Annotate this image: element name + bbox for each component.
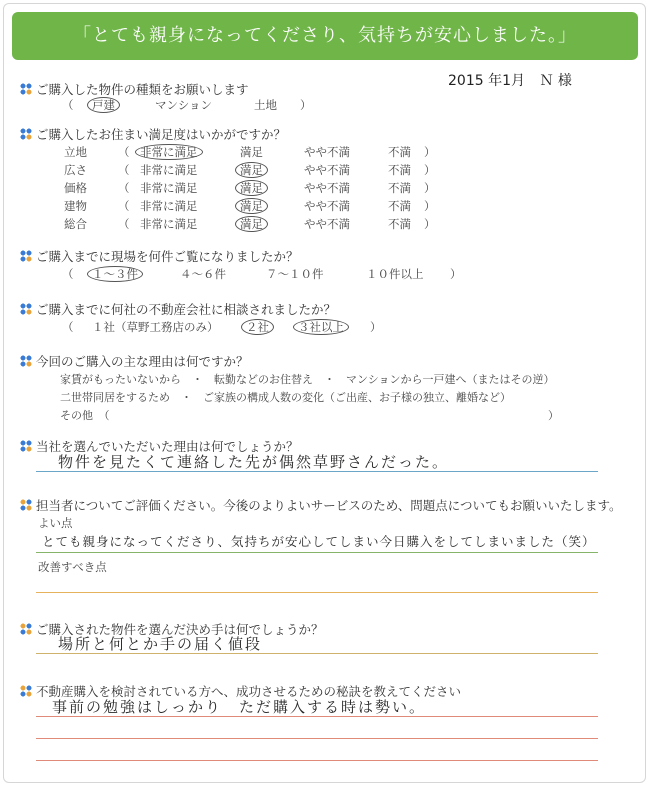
question-staff-rating (20, 496, 622, 514)
paren-open: （ (118, 163, 130, 177)
answer-deciding-factor: 場所と何とか手の届く値段 (58, 635, 263, 653)
paren-open: （ (118, 145, 130, 159)
question-satisfaction (20, 125, 286, 143)
option-three-plus (298, 319, 344, 335)
option-10-plus: １０件以上 (366, 267, 424, 281)
option-satisfied (240, 162, 263, 178)
option-two-companies (246, 319, 269, 335)
option-unsatisfied: 不満 (388, 145, 411, 159)
customer-name: Ｎ 様 (539, 73, 572, 89)
option-one-company: １社（草野工務店のみ） (92, 320, 219, 334)
question-title: ご購入した物件の種類をお願いします (36, 82, 249, 97)
bullet-icon (20, 440, 32, 452)
option-satisfied: 満足 (240, 145, 263, 159)
answer-line (36, 716, 598, 717)
question-title: ご購入された物件を選んだ決め手は何でしょうか？ (36, 622, 324, 637)
option-satisfied (240, 216, 263, 232)
bullet-icon (20, 685, 32, 697)
option-unsatisfied: 不満 (388, 181, 411, 195)
answer-good-points: とても親身になってくださり、気持ちが安心してしまい今日購入をしてしまいました（笑） (42, 534, 596, 549)
answer-line (36, 760, 598, 761)
selected-circle: 満足 (235, 216, 268, 232)
option-very-satisfied: 非常に満足 (140, 217, 198, 231)
improve-label: 改善すべき点 (38, 560, 107, 574)
selected-circle: 戸建 (87, 97, 120, 113)
question-title: 今回のご購入の主な理由は何ですか？ (36, 354, 249, 369)
paren-close: ） (424, 181, 436, 195)
bullet-icon (20, 83, 32, 95)
option-very-satisfied: 非常に満足 (140, 163, 198, 177)
option-satisfied (240, 180, 263, 196)
question-companies (20, 300, 336, 318)
selected-circle: 満足 (235, 162, 268, 178)
bullet-icon (20, 128, 32, 140)
option-very-satisfied: 非常に満足 (140, 181, 198, 195)
row-label: 価格 (64, 181, 87, 195)
bullet-icon (20, 623, 32, 635)
option-unsatisfied: 不満 (388, 199, 411, 213)
paren-close: ） (370, 320, 382, 334)
option-slightly-unsatisfied: やや不満 (304, 217, 350, 231)
question-title: ご購入したお住まい満足度はいかがですか？ (36, 127, 287, 142)
paren-close: ） (450, 267, 462, 281)
paren-close: ） (300, 98, 312, 112)
answer-why-us: 物件を見たくて連絡した先が偶然草野さんだった。 (58, 453, 450, 471)
selected-circle: 満足 (235, 198, 268, 214)
option-land: 土地 (254, 98, 277, 112)
paren-open: （ (118, 199, 130, 213)
good-points-label: よい点 (38, 516, 73, 530)
reason-other: その他 （ (60, 409, 110, 422)
bullet-icon (20, 355, 32, 367)
row-label: 総合 (64, 217, 87, 231)
option-7-10: ７～１０件 (266, 267, 324, 281)
option-unsatisfied: 不満 (388, 217, 411, 231)
answer-line (36, 653, 598, 654)
answer-line (36, 471, 598, 472)
option-slightly-unsatisfied: やや不満 (304, 181, 350, 195)
option-1-3 (92, 266, 138, 282)
selected-circle: 非常に満足 (135, 144, 203, 160)
option-slightly-unsatisfied: やや不満 (304, 145, 350, 159)
paren-open: （ (118, 181, 130, 195)
option-4-6: ４～６件 (180, 267, 226, 281)
paren-open: （ (62, 267, 74, 281)
question-title: 不動産購入を検討されている方へ、成功させるための秘訣を教えてください (36, 684, 462, 699)
answer-line (36, 738, 598, 739)
option-slightly-unsatisfied: やや不満 (304, 163, 350, 177)
paren-close: ） (424, 163, 436, 177)
option-house (92, 97, 115, 113)
paren-open: （ (62, 320, 74, 334)
question-reason (20, 352, 249, 370)
bullet-icon (20, 499, 32, 511)
row-label: 立地 (64, 145, 87, 159)
paren-open: （ (62, 98, 74, 112)
option-very-satisfied (140, 144, 198, 160)
question-title: 当社を選んでいただいた理由は何でしょうか？ (36, 439, 299, 454)
answer-line (36, 552, 598, 553)
headline-banner: 「とても親身になってくださり、気持ちが安心しました。」 (12, 12, 638, 60)
bullet-icon (20, 250, 32, 262)
question-property-type (20, 80, 249, 98)
row-label: 建物 (64, 199, 87, 213)
selected-circle: 満足 (235, 180, 268, 196)
selected-circle: ２社 (241, 319, 274, 335)
option-very-satisfied: 非常に満足 (140, 199, 198, 213)
selected-circle: ３社以上 (293, 319, 349, 335)
date-year: 2015 年1月 (448, 73, 525, 89)
question-title: ご購入までに現場を何件ご覧になりましたか？ (36, 249, 299, 264)
row-label: 広さ (64, 163, 87, 177)
reason-line-1: 家賃がもったいないから ・ 転勤などのお住替え ・ マンションから一戸建へ（またはその逆） (60, 373, 555, 386)
question-viewings (20, 247, 299, 265)
question-title: 担当者についてご評価ください。今後のよりよいサービスのため、問題点についてもお願いいたします。 (36, 498, 622, 513)
option-unsatisfied: 不満 (388, 163, 411, 177)
paren-close: ） (424, 145, 436, 159)
date-signature (448, 70, 582, 90)
paren-close: ） (424, 199, 436, 213)
reason-other-close: ） (548, 409, 559, 422)
paren-close: ） (424, 217, 436, 231)
answer-advice: 事前の勉強はしっかり ただ購入する時は勢い。 (52, 698, 427, 716)
paren-open: （ (118, 217, 130, 231)
selected-circle: １～３件 (87, 266, 143, 282)
question-title: ご購入までに何社の不動産会社に相談されましたか？ (36, 302, 337, 317)
option-mansion: マンション (155, 98, 212, 112)
option-satisfied (240, 198, 263, 214)
reason-line-2: 二世帯同居をするため ・ ご家族の構成人数の変化（ご出産、お子様の独立、離婚など） (60, 391, 511, 404)
bullet-icon (20, 303, 32, 315)
option-slightly-unsatisfied: やや不満 (304, 199, 350, 213)
answer-line (36, 592, 598, 593)
